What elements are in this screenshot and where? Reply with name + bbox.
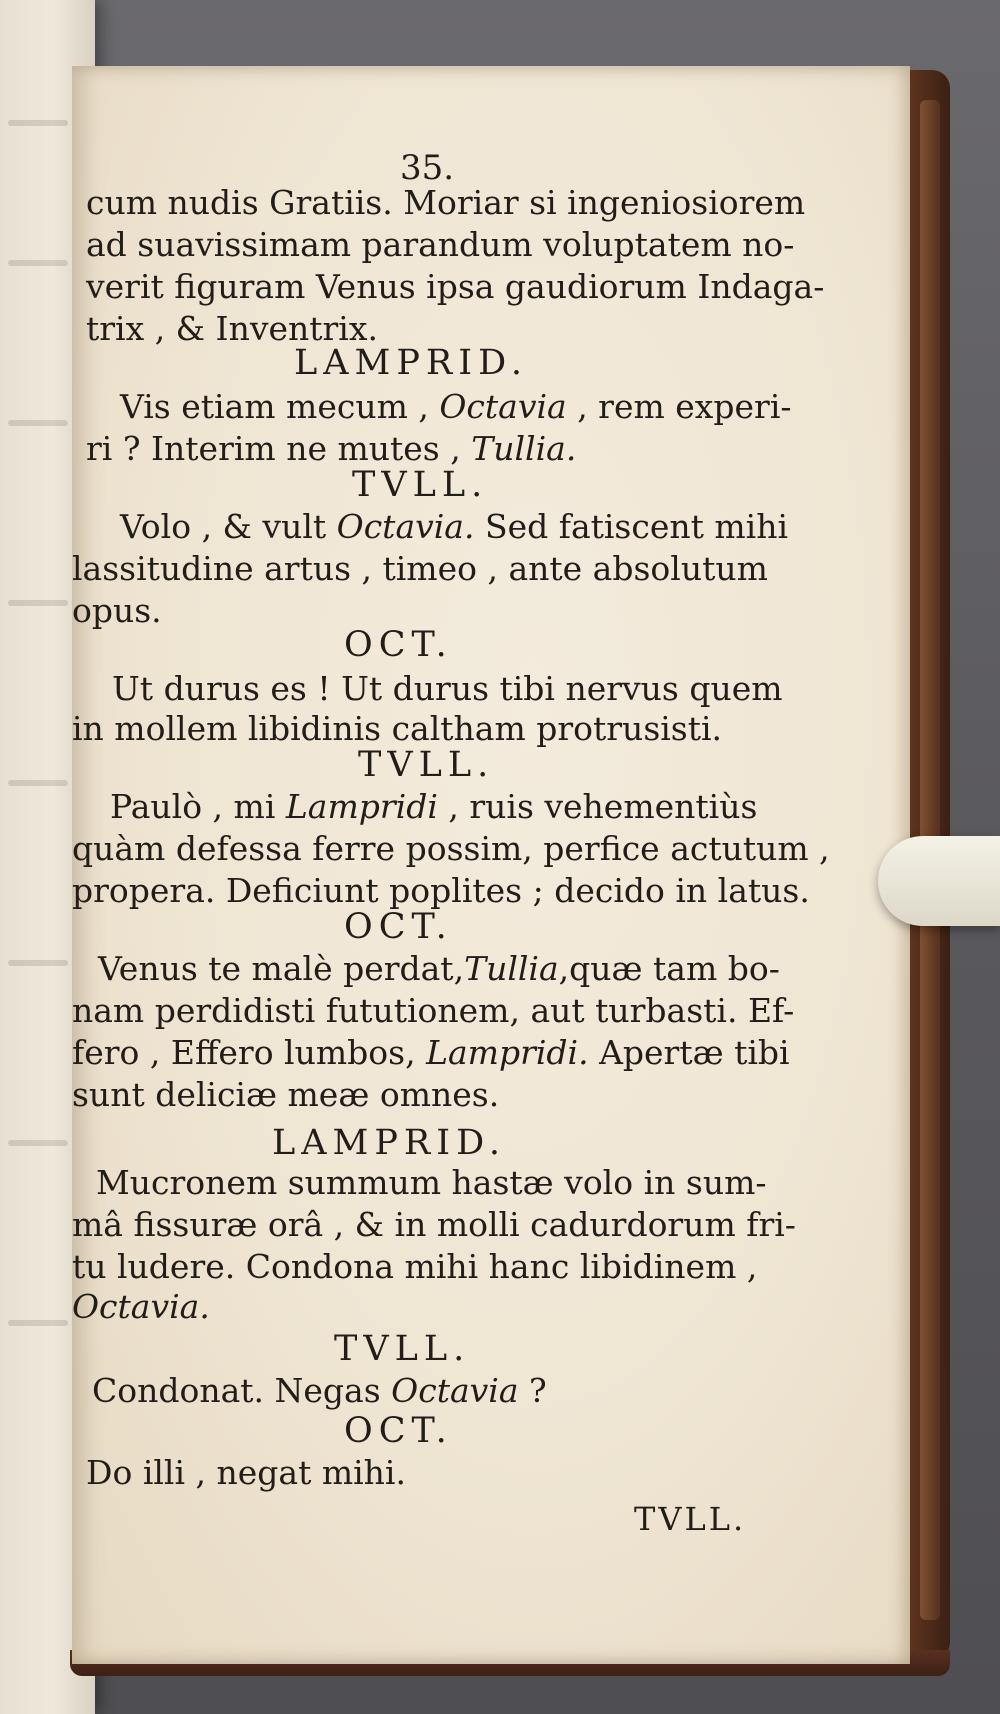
- text-line: Mucronem summum hastæ volo in sum-: [96, 1163, 767, 1202]
- speaker-heading: LAMPRID.: [272, 1123, 507, 1163]
- text-line: trix , & Inventrix.: [86, 309, 378, 348]
- text-line: Venus te malè perdat,Tullia,quæ tam bo-: [98, 949, 780, 988]
- speaker-heading: TVLL.: [334, 1329, 471, 1369]
- text-line: verit figuram Venus ipsa gaudiorum Indaga-: [86, 267, 825, 306]
- text-line: Ut durus es ! Ut durus tibi nervus quem: [112, 669, 783, 708]
- text-line: mâ fissuræ orâ , & in molli cadurdorum fri-: [72, 1205, 796, 1244]
- text-line: fero , Effero lumbos, Lampridi. Apertæ tibi: [72, 1033, 790, 1072]
- text-line: ri ? Interim ne mutes , Tullia.: [86, 429, 577, 468]
- text-line: opus.: [72, 591, 162, 630]
- speaker-heading: TVLL.: [352, 465, 489, 505]
- text-line: sunt deliciæ meæ omnes.: [72, 1075, 500, 1114]
- text-line: cum nudis Gratiis. Moriar si ingeniosiorem: [86, 183, 806, 222]
- text-line: Paulò , mi Lampridi , ruis vehementiùs: [110, 787, 758, 826]
- text-line: lassitudine artus , timeo , ante absolutum: [72, 549, 768, 588]
- text-line: Octavia.: [72, 1287, 210, 1326]
- catchword: TVLL.: [634, 1500, 747, 1538]
- speaker-heading: OCT.: [344, 907, 453, 947]
- text-line: Volo , & vult Octavia. Sed fatiscent mihi: [120, 507, 789, 546]
- text-line: ad suavissimam parandum voluptatem no-: [86, 225, 795, 264]
- text-line: quàm defessa ferre possim, perfice actutum ,: [72, 829, 830, 868]
- speaker-heading: TVLL.: [358, 745, 495, 785]
- text-line: Condonat. Negas Octavia ?: [92, 1371, 547, 1410]
- text-line: tu ludere. Condona mihi hanc libidinem ,: [72, 1247, 758, 1286]
- page-number: 35.: [400, 148, 455, 188]
- text-line: in mollem libidinis caltham protrusisti.: [72, 709, 723, 748]
- bookmark-tab: [878, 836, 1000, 926]
- text-line: Do illi , negat mihi.: [86, 1453, 406, 1492]
- speaker-heading: OCT.: [344, 1411, 453, 1451]
- text-line: nam perdidisti fututionem, aut turbasti. Ef-: [72, 991, 795, 1030]
- text-line: propera. Deficiunt poplites ; decido in latus.: [72, 871, 810, 910]
- speaker-heading: OCT.: [344, 625, 453, 665]
- text-line: Vis etiam mecum , Octavia , rem experi-: [120, 387, 792, 426]
- speaker-heading: LAMPRID.: [294, 343, 529, 383]
